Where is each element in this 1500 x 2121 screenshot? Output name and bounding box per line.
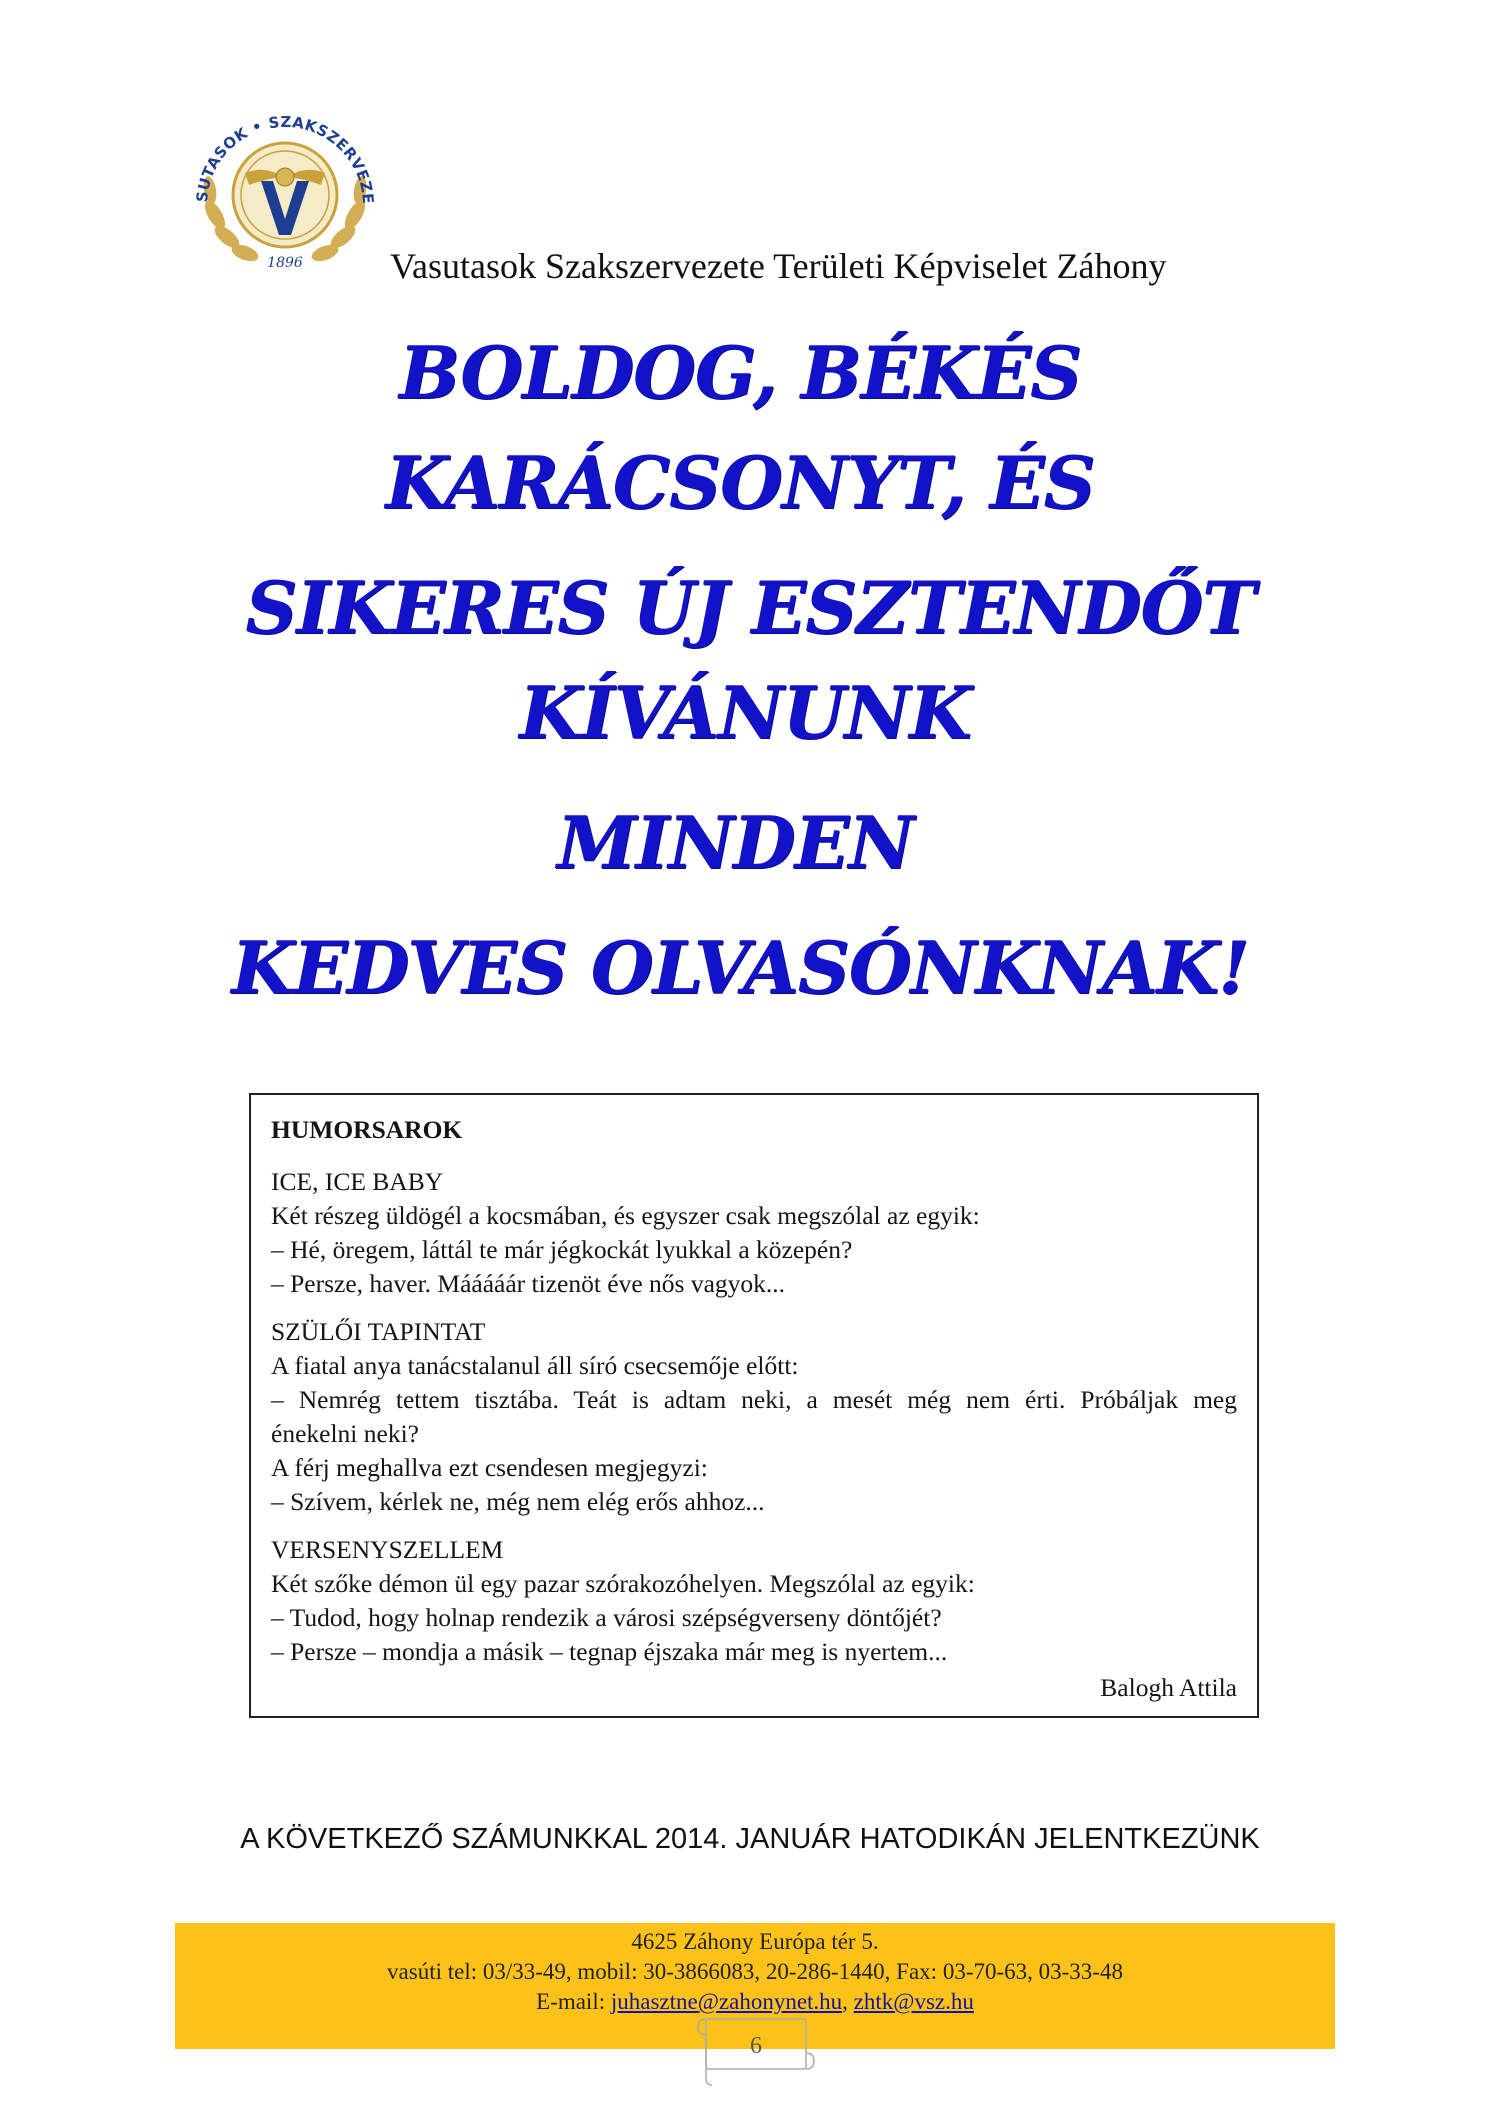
joke-1-line: Két részeg üldögél a kocsmában, és egyszer csak megszólal az egyik: <box>271 1201 980 1230</box>
joke-2-line: A férj meghallva ezt csendesen megjegyzi: <box>271 1453 708 1482</box>
joke-1-line: – Hé, öregem, láttál te már jégkockát lyukkal a közepén? <box>271 1235 853 1264</box>
greeting-line-1: BOLDOG, BÉKÉS <box>399 330 1081 415</box>
joke-3-line: – Persze – mondja a másik – tegnap éjszaka már meg is nyertem... <box>271 1637 948 1666</box>
joke-2-title: SZÜLŐI TAPINTAT <box>271 1317 486 1346</box>
email-label: E-mail: <box>536 1989 606 2014</box>
email-link-2[interactable]: zhtk@vsz.hu <box>853 1989 974 2014</box>
greeting-line-4: KÍVÁNUNK <box>519 670 971 755</box>
joke-3-title: VERSENYSZELLEM <box>271 1535 504 1564</box>
svg-text:VASUTASOK • SZAKSZERVEZETE: SUTASOK • SZAKSZERVEZE <box>192 112 378 205</box>
humor-box <box>249 1093 1259 1718</box>
footer-address: 4625 Záhony Európa tér 5. <box>631 1929 879 1954</box>
union-logo <box>185 95 385 275</box>
logo-year: 1896 <box>267 255 303 271</box>
page-number: 6 <box>750 2033 762 2059</box>
joke-2-line: A fiatal anya tanácstalanul áll síró csecsemője előtt: <box>271 1351 799 1380</box>
joke-2-line: énekelni neki? <box>271 1419 419 1448</box>
joke-3-line: Két szőke démon ül egy pazar szórakozóhelyen. Megszólal az egyik: <box>271 1569 975 1598</box>
page-number-scroll <box>690 2005 822 2087</box>
greeting-line-2: KARÁCSONYT, ÉS <box>385 440 1095 525</box>
joke-3-line: – Tudod, hogy holnap rendezik a városi szépségverseny döntőjét? <box>271 1603 942 1632</box>
email-link-1[interactable]: juhasztne@zahonynet.hu <box>610 1989 843 2014</box>
email-separator: , <box>842 1989 848 2014</box>
greeting-line-5: MINDEN <box>556 800 914 885</box>
greeting-line-6: KEDVES OLVASÓNKNAK! <box>231 925 1249 1010</box>
union-seal-icon <box>185 95 385 275</box>
joke-1-title: ICE, ICE BABY <box>271 1167 444 1196</box>
joke-2-line: – Nemrég tettem tisztába. Teát is adtam neki, a mesét még nem érti. Próbáljak meg <box>271 1385 1237 1414</box>
joke-1-line: – Persze, haver. Mááááár tizenöt éve nős vagyok... <box>271 1269 786 1298</box>
joke-2-line: – Szívem, kérlek ne, még nem elég erős ahhoz... <box>271 1487 765 1516</box>
humor-title: HUMORSAROK <box>271 1115 463 1144</box>
next-issue-notice: A KÖVETKEZŐ SZÁMUNKKAL 2014. JANUÁR HATODIKÁN JELENTKEZÜNK <box>240 1823 1260 1855</box>
author-signature: Balogh Attila <box>1100 1673 1237 1702</box>
footer-phones: vasúti tel: 03/33-49, mobil: 30-3866083, 20-286-1440, Fax: 03-70-63, 03-33-48 <box>387 1959 1123 1984</box>
organization-name: Vasutasok Szakszervezete Területi Képviselet Záhony <box>390 246 1167 286</box>
greeting-line-3: SIKERES ÚJ ESZTENDŐT <box>245 565 1255 650</box>
